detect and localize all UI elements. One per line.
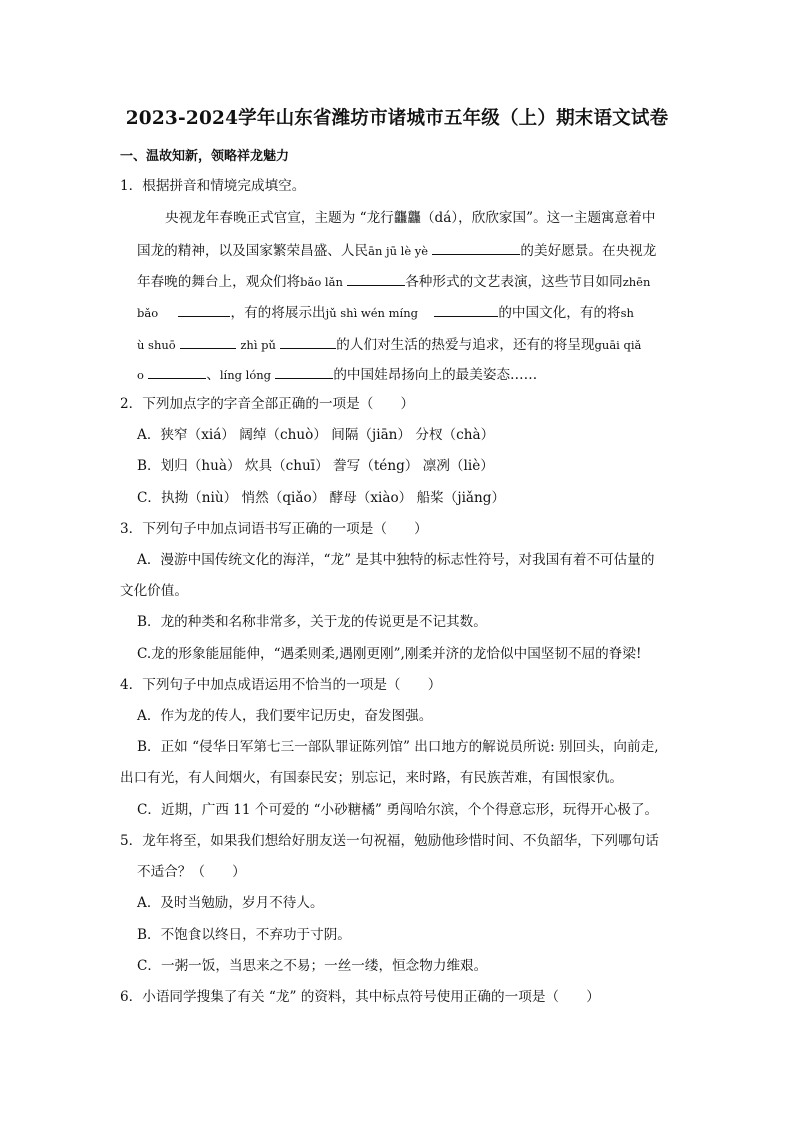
answer-blank[interactable]	[347, 271, 405, 286]
question-4-option-b-cont: 出口有光，有人间烟火，有国泰民安；别忘记，来时路，有民族苦难，有国恨家仇。	[120, 770, 623, 786]
question-1-line-2	[137, 240, 656, 261]
text: 的中国文化，有的将	[498, 305, 621, 321]
question-4-stem: 4．下列句子中加点成语运用不恰当的一项是（ ）	[120, 677, 442, 693]
question-1-line-1: 央视龙年春晚正式官宣，主题为 “龙行龘龘（dá），欣欣家国”。这一主题寓意着中	[165, 210, 656, 226]
text: 的人们对生活的热爱与追求，还有的将呈现	[336, 337, 595, 353]
question-3-option-a-cont: 文化价值。	[120, 583, 188, 599]
question-1-line-3	[137, 271, 650, 292]
pinyin: bǎo lǎn	[300, 275, 343, 289]
answer-blank[interactable]	[275, 364, 333, 379]
question-5-stem: 5．龙年将至，如果我们想给好朋友送一句祝福，勉励他珍惜时间、不负韶华，下列哪句话	[120, 833, 659, 849]
pinyin: sh	[620, 306, 634, 320]
question-3-option-b[interactable]: B．龙的种类和名称非常多，关于龙的传说更是不记其数。	[137, 614, 487, 630]
question-4-option-c[interactable]: C．近期，广西 11 个可爱的 “小砂糖橘” 勇闯哈尔滨，个个得意忘形，玩得开心极了。	[137, 802, 659, 818]
pinyin: guāi qiǎ	[594, 338, 642, 352]
section-heading: 一、温故知新，领略祥龙魅力	[120, 149, 290, 164]
question-5-option-c[interactable]: C．一粥一饭，当思来之不易；一丝一缕，恒念物力维艰。	[137, 958, 488, 974]
page-title: 2023-2024学年山东省潍坊市诸城市五年级（上）期末语文试卷	[125, 108, 669, 129]
question-1-stem: 1．根据拼音和情境完成填空。	[120, 178, 306, 194]
pinyin: zhēn	[622, 275, 651, 289]
question-3-option-c[interactable]: C.龙的形象能屈能伸，“遇柔则柔,遇刚更刚”,刚柔并济的龙恰似中国坚韧不屈的脊梁!	[137, 646, 642, 662]
question-2-stem: 2．下列加点字的字音全部正确的一项是（ ）	[120, 396, 415, 412]
text: ，有的将展示出	[230, 305, 326, 321]
question-5-stem-cont: 不适合？（ ）	[137, 864, 246, 880]
question-1-line-6	[137, 364, 537, 385]
answer-blank[interactable]	[434, 302, 498, 317]
pinyin: o	[137, 368, 144, 382]
question-3-option-a[interactable]: A．漫游中国传统文化的海洋，“龙” 是其中独特的标志性符号，对我国有着不可估量的	[137, 552, 655, 568]
pinyin: bǎo	[137, 306, 159, 320]
pinyin: jǔ shì wén míng	[325, 306, 418, 320]
text: 的美好愿景。在央视龙	[520, 243, 657, 259]
pinyin: zhì pǔ	[240, 338, 276, 352]
question-4-option-a[interactable]: A．作为龙的传人，我们要牢记历史，奋发图强。	[137, 708, 433, 724]
text: 年春晚的舞台上，观众们将	[137, 274, 301, 290]
text: 的中国娃昂扬向上的最美姿态……	[333, 367, 538, 383]
text: 、	[206, 367, 220, 383]
question-1-line-5	[137, 334, 641, 355]
pinyin: líng lóng	[219, 368, 272, 382]
pinyin: ān jū lè yè	[368, 244, 429, 258]
question-2-option-a[interactable]: A．狭窄（xiá） 阔绰（chuò） 间隔（jiān） 分杈（chà）	[137, 427, 495, 443]
question-2-option-c[interactable]: C．执拗（niù） 悄然（qiǎo） 酵母（xiào） 船桨（jiǎng）	[137, 490, 506, 506]
answer-blank[interactable]	[432, 240, 520, 255]
answer-blank[interactable]	[148, 364, 206, 379]
question-4-option-b[interactable]: B．正如 “侵华日军第七三一部队罪证陈列馆” 出口地方的解说员所说: 别回头，向前走,	[137, 739, 659, 755]
question-2-option-b[interactable]: B．划归（huà） 炊具（chuī） 誊写（téng） 凛冽（liè）	[137, 458, 494, 474]
text: 各种形式的文艺表演，这些节目如同	[405, 274, 623, 290]
pinyin: ù shuō	[137, 338, 176, 352]
answer-blank[interactable]	[280, 334, 336, 349]
question-6-stem: 6．小语同学搜集了有关 “龙” 的资料，其中标点符号使用正确的一项是（ ）	[120, 989, 600, 1005]
answer-blank[interactable]	[180, 334, 236, 349]
question-5-option-a[interactable]: A．及时当勉励，岁月不待人。	[137, 895, 324, 911]
question-5-option-b[interactable]: B．不饱食以终日，不弃功于寸阴。	[137, 927, 351, 943]
question-3-stem: 3．下列句子中加点词语书写正确的一项是（ ）	[120, 521, 428, 537]
text: 国龙的精神，以及国家繁荣昌盛、人民	[137, 243, 369, 259]
answer-blank[interactable]	[178, 302, 230, 317]
question-1-line-4	[137, 302, 634, 323]
